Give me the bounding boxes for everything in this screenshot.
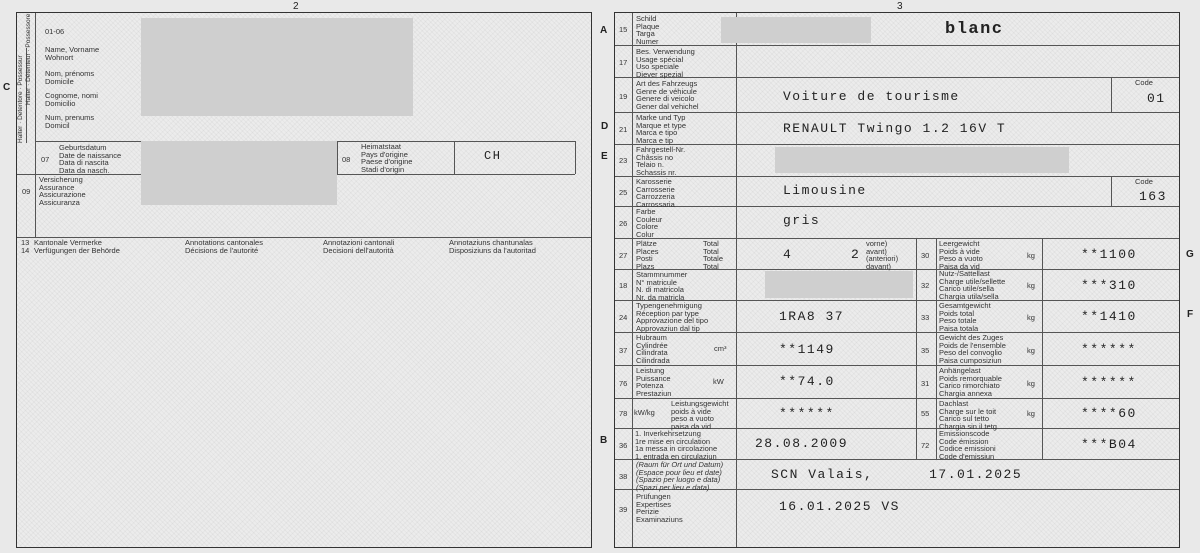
field-19-code-label: Code [1135, 78, 1153, 87]
margin-letter-c: C [3, 82, 11, 93]
margin-letter-e: E [601, 151, 608, 162]
field-26-number: 26 [619, 219, 628, 228]
field-72-label: Emissionscode Code émission Codice emissioni Code d'emissiun [939, 429, 996, 461]
field-07-label: Geburtsdatum Date de naissance Data di nascita Data da nasch. [59, 143, 122, 175]
row-divider [615, 45, 1179, 46]
field-31-unit: kg [1027, 379, 1035, 388]
field-33-unit: kg [1027, 313, 1035, 322]
row-divider [615, 206, 1179, 207]
field-33-value: **1410 [1081, 309, 1137, 324]
row-divider [615, 112, 1179, 113]
field-25-code: 163 [1139, 189, 1167, 204]
label-column-divider [736, 13, 737, 547]
field-35-label: Gewicht des Zuges Poids de l'ensemble Peso del convoglio Paisa cumposiziun [939, 333, 1006, 365]
field-14-number: 14 [21, 245, 30, 255]
field-25-value: Limousine [783, 183, 867, 198]
row-divider [615, 365, 1179, 366]
field-33-label: Gesamtgewicht Poids total Peso totale Paisa totala [939, 301, 991, 333]
field-55-value: ****60 [1081, 406, 1137, 421]
field-72-value: ***B04 [1081, 437, 1137, 452]
margin-letter-f: F [1187, 309, 1194, 320]
field-36-value: 28.08.2009 [755, 436, 849, 451]
row-divider [615, 77, 1179, 78]
row-divider [615, 144, 1179, 145]
code-divider-19 [1111, 77, 1112, 112]
field-76-value: **74.0 [779, 374, 835, 389]
field-24-number: 24 [619, 313, 628, 322]
divider-08-end [575, 141, 576, 174]
field-17-label: Bes. Verwendung Usage spécial Uso speciale Diever spezial [636, 47, 695, 79]
field-08-value: CH [484, 149, 502, 163]
field-38-number: 38 [619, 472, 628, 481]
annotations-header-fr: Annotations cantonales Décisions de l'autorité [185, 238, 263, 255]
field-24-label: Typengenehmigung Réception par type Approvazione del tipo Approvaziun dal tip [636, 301, 709, 333]
divider-08-left [337, 141, 338, 174]
row-divider [615, 176, 1179, 177]
field-08-label: Heimatstaat Pays d'origine Paese d'origine Stadi d'origin [361, 142, 413, 174]
field-27-total-label: Total Total Totale Total [703, 239, 724, 271]
field-25-code-label: Code [1135, 177, 1153, 186]
annotations-header-de: Kantonale Vermerke Verfügungen der Behörde [34, 238, 120, 255]
field-38-label: (Raum für Ort und Datum) (Espace pour lieu et date) (Spazio per luogo e data) (Spazi per lieu e data) [636, 460, 724, 492]
field-18-label: Stammnummer N° matricule N. di matricola Nr. da matricla [636, 270, 688, 302]
field-35-value: ****** [1081, 342, 1137, 357]
field-37-number: 37 [619, 346, 628, 355]
margin-letter-a: A [600, 25, 608, 36]
field-78-number: 78 [619, 409, 628, 418]
field-26-value: gris [783, 213, 821, 228]
field-23-number: 23 [619, 156, 628, 165]
left-page [16, 12, 592, 548]
field-19-value: Voiture de tourisme [783, 89, 960, 104]
field-19-number: 19 [619, 92, 628, 101]
field-37-unit: cm³ [714, 344, 727, 353]
field-01-06-number: 01-06 [45, 27, 65, 36]
field-09-label: Versicherung Assurance Assicurazione Assicuranza [39, 175, 86, 207]
holder-label-it: Cognome, nomi Domicilio [45, 91, 98, 108]
field-36-number: 36 [619, 441, 628, 450]
field-30-number: 30 [921, 251, 930, 260]
field-35-number: 35 [921, 346, 930, 355]
field-35-unit: kg [1027, 346, 1035, 355]
field-32-label: Nutz-/Sattellast Charge utile/sellette Carico utile/sella Chargia utila/sella [939, 269, 1006, 301]
chassis-number-redacted [775, 147, 1069, 173]
field-13-14-numbers [21, 239, 29, 254]
field-19-label: Art des Fahrzeugs Genre de véhicule Genere di veicolo Gener dal vehichel [636, 79, 699, 111]
field-27-number: 27 [619, 251, 628, 260]
field-76-label: Leistung Puissance Potenza Prestaziun [636, 366, 672, 398]
field-15-number: 15 [619, 25, 628, 34]
field-15-value: blanc [945, 20, 1004, 39]
field-25-number: 25 [619, 188, 628, 197]
field-31-label: Anhängelast Poids remorquable Carico rimorchiato Chargia annexa [939, 366, 1002, 398]
page-number-left: 2 [293, 1, 299, 12]
field-01-06-label: Name, Vorname Wohnort [45, 45, 100, 62]
page-number-right: 3 [897, 1, 903, 12]
field-38-value: SCN Valais, 17.01.2025 [771, 467, 1023, 482]
field-37-label: Hubraum Cylindrée Cilindrata Cilindrada [636, 333, 670, 365]
field-17-number: 17 [619, 58, 628, 67]
field-37-value: **1149 [779, 342, 835, 357]
field-39-value: 16.01.2025 VS [779, 499, 900, 514]
margin-letter-g: G [1186, 249, 1194, 260]
field-21-label: Marke und Typ Marque et type Marca e tipo Marca e tip [636, 113, 687, 145]
field-25-label: Karosserie Carrosserie Carrozzeria Carrossaria [636, 177, 675, 209]
right-page [614, 12, 1180, 548]
field-39-number: 39 [619, 505, 628, 514]
divider-08-right [454, 141, 455, 174]
field-27-value: 4 [783, 247, 793, 262]
holder-label-rm: Num, prenums Domicil [45, 113, 95, 130]
annotations-header-rm: Annotaziuns chantunalas Disposiziuns da l'autoritad [449, 238, 536, 255]
right-value-divider [1042, 238, 1043, 459]
field-76-number: 76 [619, 379, 628, 388]
field-30-value: **1100 [1081, 247, 1137, 262]
holder-name-redacted [141, 18, 413, 116]
field-27-label: Plätze Places Posti Plazs [636, 239, 659, 271]
field-55-unit: kg [1027, 409, 1035, 418]
plate-number-redacted [721, 17, 871, 43]
holder-side-label: Halter · Detentore · Possessur [17, 55, 24, 143]
middle-divider [916, 238, 917, 459]
margin-letter-d: D [601, 121, 609, 132]
row-divider [615, 238, 1179, 239]
field-32-number: 32 [921, 281, 930, 290]
field-55-label: Dachlast Charge sur le toit Carico sul tetto Chargia sin il tetg [939, 399, 997, 431]
field-13-number: 13 [21, 238, 30, 247]
margin-letter-b: B [600, 435, 608, 446]
field-27-front-label: vorne) avant) (anteriori) davant) [866, 239, 899, 271]
field-23-label: Fahrgestell-Nr. Châssis no Telaio n. Schassis nr. [636, 145, 686, 177]
field-76-unit: kW [713, 377, 724, 386]
field-39-label: Prüfungen Expertises Perizie Examinaziuns [636, 492, 683, 524]
field-31-value: ****** [1081, 375, 1137, 390]
field-30-unit: kg [1027, 251, 1035, 260]
middle-divider-2 [936, 238, 937, 459]
field-21-number: 21 [619, 125, 628, 134]
side-column-divider [35, 13, 36, 237]
field-31-number: 31 [921, 379, 930, 388]
field-08-number: 08 [342, 155, 351, 164]
field-78-label: Leistungsgewicht poids à vide peso a vuoto paisa da vid [671, 399, 729, 431]
field-24-value: 1RA8 37 [779, 309, 845, 324]
field-09-number: 09 [22, 187, 31, 196]
field-36-label: 1. Inverkehrsetzung 1re mise en circulation 1a messa in circolazione 1. entrada en circulaziun [635, 429, 718, 461]
field-78-unit: kW/kg [634, 408, 655, 417]
field-07-number: 07 [41, 155, 50, 164]
birthdate-redacted [141, 141, 337, 205]
field-30-label: Leergewicht Poids à vide Peso a vuoto Paisa da vid [939, 239, 983, 271]
field-72-number: 72 [921, 441, 930, 450]
field-27-front-value: 2 [851, 247, 861, 262]
field-15-label: Schild Plaque Targa Numer [636, 14, 660, 46]
field-32-value: ***310 [1081, 278, 1137, 293]
field-33-number: 33 [921, 313, 930, 322]
code-divider-25 [1111, 176, 1112, 206]
field-21-value: RENAULT Twingo 1.2 16V T [783, 121, 1007, 136]
base-number-redacted [765, 271, 913, 298]
owner-side-label: Halter · Détenteur · Possessore [25, 13, 32, 105]
number-column-divider [632, 13, 633, 547]
annotations-header-it: Annotazioni cantonali Decisioni dell'autorità [323, 238, 395, 255]
field-19-code: 01 [1147, 91, 1166, 106]
field-18-number: 18 [619, 281, 628, 290]
field-78-value: ****** [779, 406, 835, 421]
field-32-unit: kg [1027, 281, 1035, 290]
field-55-number: 55 [921, 409, 930, 418]
holder-label-fr: Nom, prénoms Domicile [45, 69, 95, 86]
field-26-label: Farbe Couleur Colore Colur [636, 207, 663, 239]
